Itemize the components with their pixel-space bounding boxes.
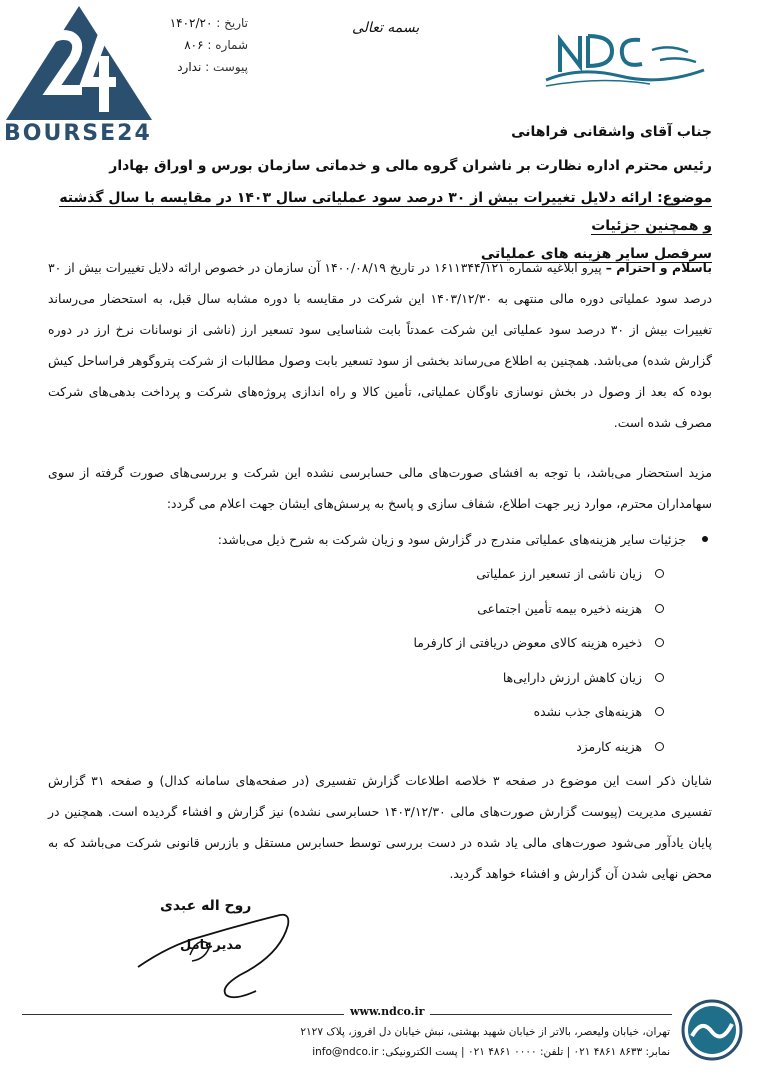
subject-line-1: موضوع: ارائه دلایل تغییرات بیش از ۳۰ درصد سود عملیاتی سال ۱۴۰۳ در مقایسه با سال گذشته و همچنین جزئیات xyxy=(59,190,712,234)
expense-list xyxy=(242,561,642,768)
bourse24-emblem-icon xyxy=(4,4,154,122)
number-value: ۸۰۶ xyxy=(184,38,204,52)
addressee-name: جناب آقای واشقانی فراهانی xyxy=(511,124,712,140)
list-item: هزینه‌های جذب نشده xyxy=(242,699,642,734)
attachment-label: پیوست : xyxy=(205,60,248,74)
paragraph-2: مزید استحضار می‌باشد، با توجه به افشای صورت‌های مالی حسابرسی نشده این شرکت و بررسی‌های صورت گرفته از سوی سهامداران محترم، موارد زیر جهت اطلاع، شفاف سازی و پاسخ به پرسش‌های ایشان جهت اعلام می گردد: xyxy=(48,465,712,511)
bullet-text: جزئیات سایر هزینه‌های عملیاتی مندرج در گزارش سود و زیان شرکت به شرح ذیل می‌باشد: xyxy=(217,532,686,547)
bullet-dot-icon xyxy=(702,536,708,542)
list-item: زیان کاهش ارزش دارایی‌ها xyxy=(242,665,642,700)
footer-address: تهران، خیابان ولیعصر، بالاتر از خیابان شهید بهشتی، نبش خیابان دل افروز، پلاک ۲۱۲۷ xyxy=(300,1026,670,1038)
greeting: باسلام و احترام – xyxy=(605,260,712,275)
paragraph-1-text: پیرو ابلاغیه شماره ۱۶۱۱۳۴۴/۱۲۱ در تاریخ ۱۴۰۰/۰۸/۱۹ آن سازمان در خصوص ارائه دلایل تغییرات بیش از ۳۰ درصد سود عملیاتی دوره مالی منتهی به ۱۴۰۳/۱۲/۳۰ این شرکت در مقایسه با دوره مشابه سال قبل، به استحضار می‌رساند تغییرات بیش از ۳۰ درصد سود عملیاتی این شرکت عمدتاً بابت شناسایی سود تسعیر ارز (ناشی از نوسانات نرخ ارز در دوره گزارش شده) می‌باشد. همچنین به اطلاع می‌رساند بخشی از سود تسعیر بابت وصول مطالبات از شرکت پتروگوهر فراساحل کیش بوده که بعد از وصول در بخش نوسازی ناوگان عملیاتی، تأمین کالا و راه اندازی پروژه‌های شرکت و پرداخت بدهی‌های شرکت مصرف شده است. xyxy=(48,260,712,430)
signatory-title: مدیرعامل xyxy=(180,938,242,953)
meta-number xyxy=(148,34,248,56)
ndco-logo xyxy=(540,26,710,90)
footer-address-block xyxy=(150,1022,670,1062)
paragraph-1 xyxy=(48,252,712,438)
circle-bullet-icon xyxy=(655,742,664,751)
list-item: هزینه ذخیره بیمه تأمین اجتماعی xyxy=(242,596,642,631)
number-label: شماره : xyxy=(207,38,248,52)
circle-bullet-icon xyxy=(655,707,664,716)
meta-date xyxy=(148,12,248,34)
company-emblem-icon xyxy=(680,998,744,1062)
addressee-block xyxy=(109,115,712,183)
list-item: زیان ناشی از تسعیر ارز عملیاتی xyxy=(242,561,642,596)
meta-attachment xyxy=(148,56,248,78)
list-item: هزینه کارمزد xyxy=(242,734,642,769)
circle-bullet-icon xyxy=(655,673,664,682)
signatory-name: روح اله عبدی xyxy=(160,898,252,914)
date-value: ۱۴۰۲/۲۰ xyxy=(169,16,213,30)
addressee-position: رئیس محترم اداره نظارت بر ناشران گروه مالی و خدماتی سازمان بورس و اوراق بهادار xyxy=(109,158,712,174)
paragraph-3: شایان ذکر است این موضوع در صفحه ۳ خلاصه اطلاعات گزارش تفسیری (در صفحه‌های سامانه کدال) و صفحه ۳۱ گزارش تفسیری مدیریت (پیوست گزارش صورت‌های مالی ۱۴۰۳/۱۲/۳۰ حسابرسی نشده) نیز گزارش و افشاء گردیده است. همچنین در پایان یادآور می‌شود صورت‌های مالی یاد شده در دست بررسی توسط حسابرس مستقل و بازرس قانونی شرکت می‌باشد که به محض نهایی شدن آن گزارش و افشاء خواهد گردید. xyxy=(48,773,712,881)
circle-bullet-icon xyxy=(655,569,664,578)
list-item: ذخیره هزینه کالای معوض دریافتی از کارفرما xyxy=(242,630,642,665)
circle-bullet-icon xyxy=(655,638,664,647)
subject-line-2: سرفصل سایر هزینه های عملیاتی xyxy=(480,246,712,262)
footer-website: www.ndco.ir xyxy=(344,1005,430,1018)
bourse24-brand-text: BOURSE24 xyxy=(4,121,152,146)
attachment-value: ندارد xyxy=(177,60,202,74)
footer-contact: نمابر: ۸۶۳۳ ۴۸۶۱ ۰۲۱ | تلفن: ۰۰۰۰ ۴۸۶۱ ۰۲۱ | پست الکترونیکی: info@ndco.ir xyxy=(312,1046,670,1058)
bullet-item xyxy=(60,527,686,553)
basmala: بسمه تعالی xyxy=(352,20,420,36)
date-label: تاریخ : xyxy=(216,16,248,30)
circle-bullet-icon xyxy=(655,604,664,613)
letter-meta xyxy=(148,12,248,78)
